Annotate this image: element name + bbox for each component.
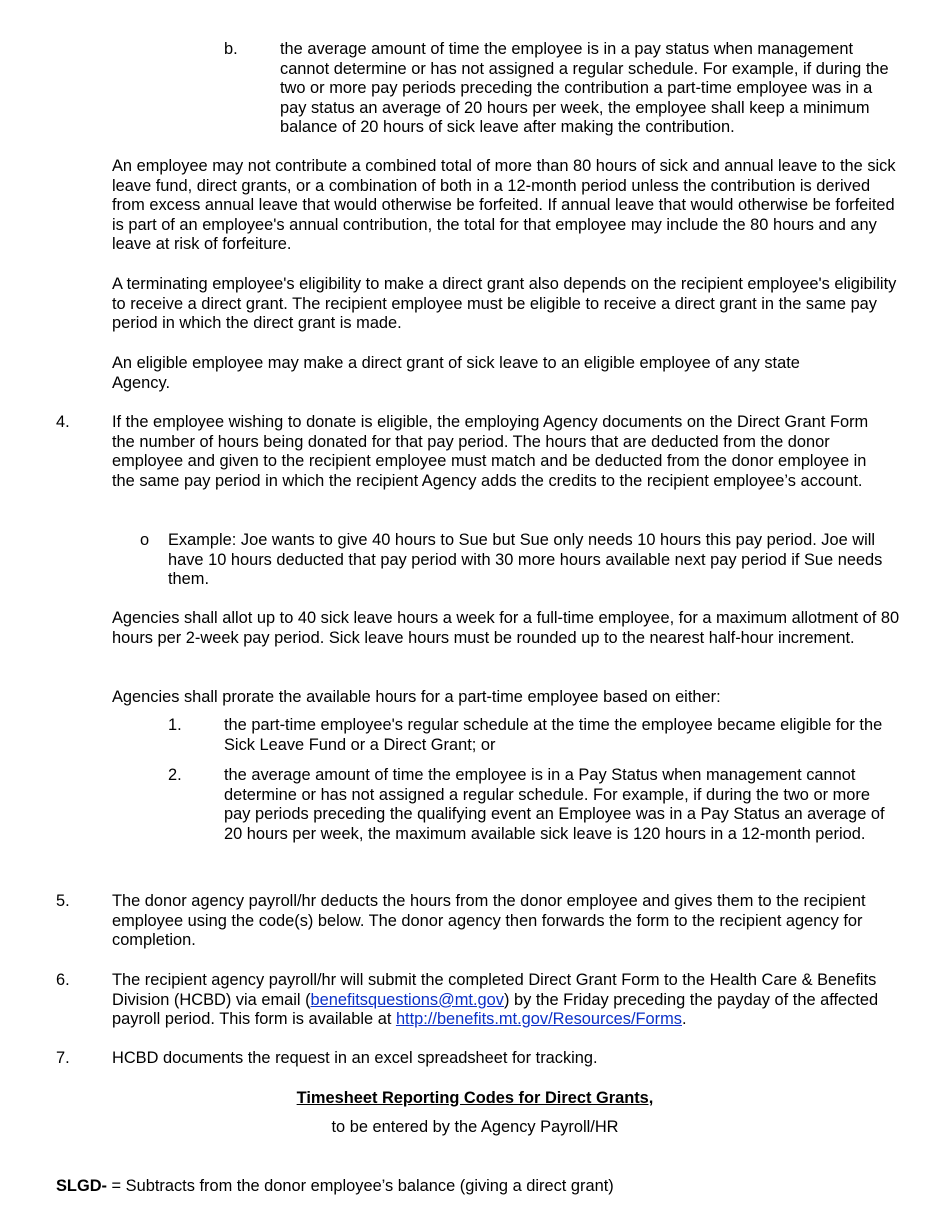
- code-slgd: SLGD-: [56, 1177, 107, 1195]
- sub-item-2-marker: 2.: [168, 766, 182, 784]
- sub-item-1-text: the part-time employee's regular schedule at the time the employee became eligible for the Sick Leave Fund or a Direct Grant; or: [224, 716, 883, 754]
- step-6-text-after-email: ) by the Friday preceding the payday of the affected payroll period. This form is available at: [112, 990, 879, 1029]
- sub-item-1-marker: 1.: [168, 716, 182, 734]
- step-7-text: HCBD documents the request in an excel spreadsheet for tracking.: [112, 1049, 598, 1067]
- forms-url-link[interactable]: http://benefits.mt.gov/Resources/Forms: [395, 1010, 682, 1029]
- step-6-number: 6.: [56, 971, 70, 989]
- bullet-icon: o: [140, 531, 150, 549]
- step-6-text-before-email: The recipient agency payroll/hr will submit the completed Direct Grant Form to the Health Care & Benefits Division (HCBD) via email (: [112, 971, 877, 1009]
- step-5-text: The donor agency payroll/hr deducts the hours from the donor employee and gives them to the recipient employee using the code(s) below. The donor agency then forwards the form to the recipient agency for completion.: [112, 892, 866, 950]
- step-6-text-end: .: [681, 1010, 687, 1029]
- prorate-paragraph: Agencies shall prorate the available hours for a part-time employee based on either:: [112, 688, 721, 706]
- example-text: Example: Joe wants to give 40 hours to Sue but Sue only needs 10 hours this pay period. Joe will have 10 hours deducted that pay period with 30 more hours available next pay period if Sue needs them.: [168, 531, 883, 589]
- code-slgd-description: = Subtracts from the donor employee’s balance (giving a direct grant): [107, 1177, 614, 1195]
- step-5-number: 5.: [56, 892, 70, 910]
- codes-section-title: Timesheet Reporting Codes for Direct Grants,: [296, 1089, 654, 1107]
- step-4-number: 4.: [56, 413, 70, 431]
- paragraph-terminating-employee: A terminating employee's eligibility to make a direct grant also depends on the recipient employee's eligibility to receive a direct grant. The recipient employee must be eligible to receive a direct grant in the same pay period in which the direct grant is made.: [112, 275, 897, 333]
- step-4-text: If the employee wishing to donate is eligible, the employing Agency documents on the Direct Grant Form the number of hours being donated for that pay period. The hours that are deducted from the donor employee and given to the recipient employee must match and be deducted from the donor employee in the same pay period in which the recipient Agency adds the credits to the recipient employee’s account.: [112, 413, 869, 490]
- paragraph-combined-total: An employee may not contribute a combined total of more than 80 hours of sick and annual leave to the sick leave fund, direct grants, or a combination of both in a 12-month period unless the contribution is derived from excess annual leave that would otherwise be forfeited. If annual leave that would otherwise be forfeited is part of an employee's annual contribution, the total for that employee may include the 80 hours and any leave at risk of forfeiture.: [112, 157, 896, 254]
- allot-paragraph: Agencies shall allot up to 40 sick leave hours a week for a full-time employee, for a maximum allotment of 80 hours per 2-week pay period. Sick leave hours must be rounded up to the nearest half-hour increment.: [112, 609, 900, 647]
- sub-item-2-text: the average amount of time the employee is in a Pay Status when management cannot determine or has not assigned a regular schedule. For example, if during the two or more pay periods preceding the qualifying event an Employee was in a Pay Status an average of 20 hours per week, the maximum available sick leave is 120 hours in a 12-month period.: [224, 766, 885, 843]
- paragraph-eligible-employee: An eligible employee may make a direct grant of sick leave to an eligible employee of any state Agency.: [112, 354, 800, 392]
- list-marker-b: b.: [224, 40, 238, 58]
- step-6-text: [112, 971, 898, 1030]
- email-link[interactable]: benefitsquestions@mt.gov: [310, 990, 504, 1009]
- codes-section-subtitle: to be entered by the Agency Payroll/HR: [331, 1118, 619, 1136]
- code-slgd-row: [56, 1177, 916, 1197]
- step-7-number: 7.: [56, 1049, 70, 1067]
- item-b-text: the average amount of time the employee is in a pay status when management cannot determine or has not assigned a regular schedule. For example, if during the two or more pay periods preceding the contribution a part-time employee was in a pay status an average of 20 hours per week, the employee shall keep a minimum balance of 20 hours of sick leave after making the contribution.: [280, 40, 889, 137]
